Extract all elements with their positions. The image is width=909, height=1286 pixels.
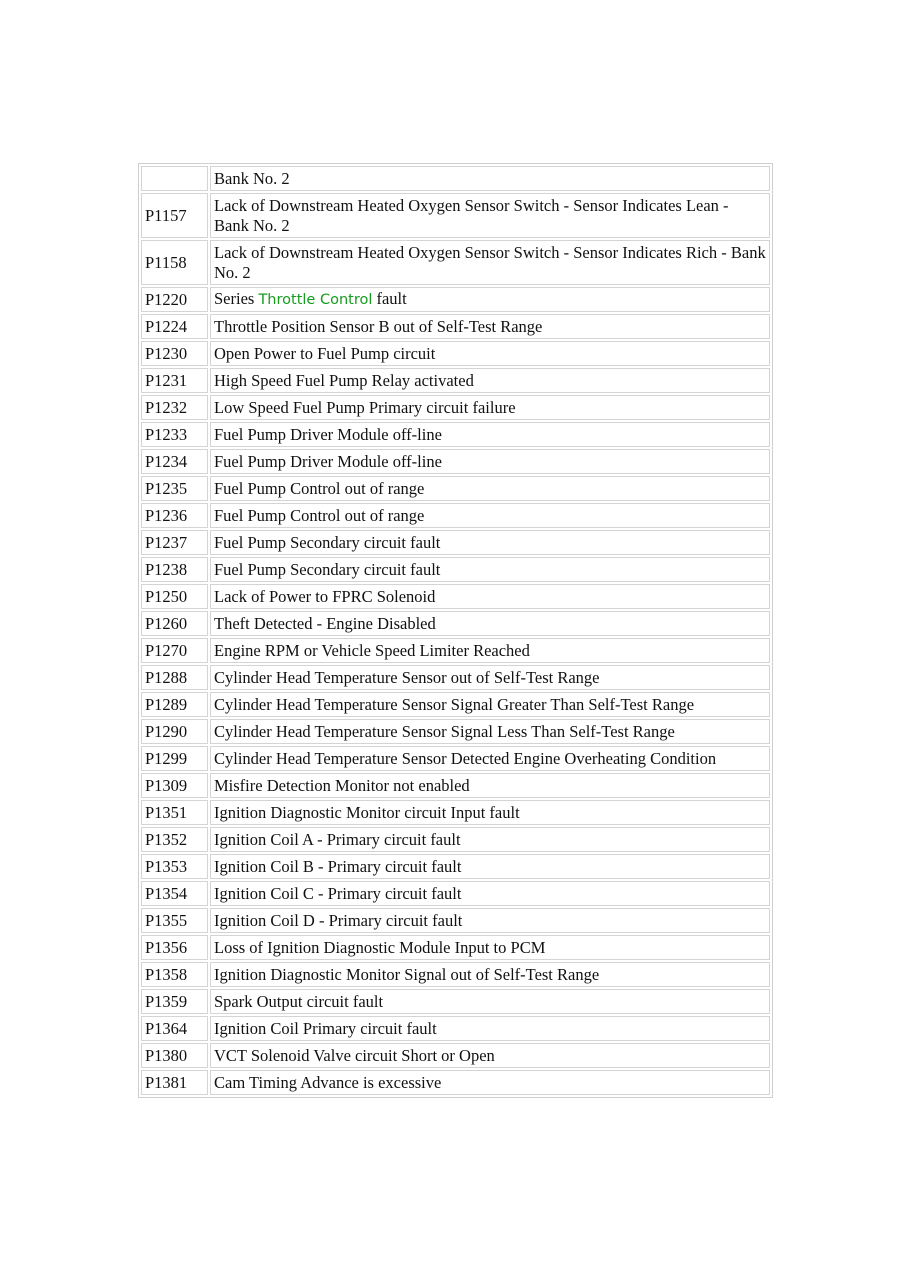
code-cell: P1233 <box>141 422 208 447</box>
code-cell: P1157 <box>141 193 208 238</box>
code-cell: P1260 <box>141 611 208 636</box>
description-cell: Fuel Pump Driver Module off-line <box>210 449 770 474</box>
description-cell <box>210 287 770 312</box>
description-cell: Loss of Ignition Diagnostic Module Input to PCM <box>210 935 770 960</box>
description-cell: Open Power to Fuel Pump circuit <box>210 341 770 366</box>
description-cell: Ignition Coil D - Primary circuit fault <box>210 908 770 933</box>
description-cell: Theft Detected - Engine Disabled <box>210 611 770 636</box>
code-cell: P1224 <box>141 314 208 339</box>
table-row <box>141 827 770 852</box>
table-row <box>141 989 770 1014</box>
description-cell: High Speed Fuel Pump Relay activated <box>210 368 770 393</box>
code-cell: P1358 <box>141 962 208 987</box>
code-cell: P1234 <box>141 449 208 474</box>
table-row <box>141 193 770 238</box>
table-row <box>141 611 770 636</box>
description-cell: Cam Timing Advance is excessive <box>210 1070 770 1095</box>
table-row <box>141 881 770 906</box>
code-cell: P1232 <box>141 395 208 420</box>
table-row <box>141 166 770 191</box>
description-cell: Fuel Pump Control out of range <box>210 503 770 528</box>
table-row <box>141 422 770 447</box>
code-cell: P1236 <box>141 503 208 528</box>
code-cell: P1354 <box>141 881 208 906</box>
code-cell: P1299 <box>141 746 208 771</box>
code-cell: P1250 <box>141 584 208 609</box>
table-row <box>141 314 770 339</box>
table-row <box>141 719 770 744</box>
description-cell: VCT Solenoid Valve circuit Short or Open <box>210 1043 770 1068</box>
table-row <box>141 449 770 474</box>
description-cell: Fuel Pump Control out of range <box>210 476 770 501</box>
description-cell: Bank No. 2 <box>210 166 770 191</box>
table-row <box>141 638 770 663</box>
code-cell: P1353 <box>141 854 208 879</box>
code-cell: P1355 <box>141 908 208 933</box>
table-row <box>141 1043 770 1068</box>
code-cell: P1289 <box>141 692 208 717</box>
description-cell: Misfire Detection Monitor not enabled <box>210 773 770 798</box>
code-cell: P1359 <box>141 989 208 1014</box>
code-cell: P1270 <box>141 638 208 663</box>
description-cell: Fuel Pump Secondary circuit fault <box>210 557 770 582</box>
code-cell: P1231 <box>141 368 208 393</box>
code-cell: P1220 <box>141 287 208 312</box>
code-cell: P1158 <box>141 240 208 285</box>
code-cell: P1364 <box>141 1016 208 1041</box>
description-cell: Cylinder Head Temperature Sensor Signal Greater Than Self-Test Range <box>210 692 770 717</box>
throttle-control-link[interactable]: Throttle Control <box>258 291 373 308</box>
code-cell: P1351 <box>141 800 208 825</box>
table-row <box>141 503 770 528</box>
code-cell: P1237 <box>141 530 208 555</box>
table-row <box>141 341 770 366</box>
code-cell: P1380 <box>141 1043 208 1068</box>
table-row <box>141 773 770 798</box>
table-row <box>141 962 770 987</box>
table-row <box>141 1016 770 1041</box>
table-row <box>141 368 770 393</box>
table-row <box>141 557 770 582</box>
table-row <box>141 665 770 690</box>
description-cell: Engine RPM or Vehicle Speed Limiter Reached <box>210 638 770 663</box>
table-row <box>141 692 770 717</box>
description-cell: Ignition Diagnostic Monitor Signal out of Self-Test Range <box>210 962 770 987</box>
table-row <box>141 476 770 501</box>
table-row <box>141 746 770 771</box>
table-row <box>141 800 770 825</box>
description-cell: Lack of Downstream Heated Oxygen Sensor Switch - Sensor Indicates Rich - Bank No. 2 <box>210 240 770 285</box>
table-row <box>141 1070 770 1095</box>
code-cell <box>141 166 208 191</box>
table-row <box>141 935 770 960</box>
description-cell: Lack of Downstream Heated Oxygen Sensor Switch - Sensor Indicates Lean - Bank No. 2 <box>210 193 770 238</box>
description-cell: Cylinder Head Temperature Sensor Detected Engine Overheating Condition <box>210 746 770 771</box>
code-cell: P1309 <box>141 773 208 798</box>
code-cell: P1290 <box>141 719 208 744</box>
table-row <box>141 908 770 933</box>
code-cell: P1288 <box>141 665 208 690</box>
description-cell: Spark Output circuit fault <box>210 989 770 1014</box>
description-suffix: fault <box>372 288 407 308</box>
code-cell: P1238 <box>141 557 208 582</box>
table-row <box>141 395 770 420</box>
description-cell: Low Speed Fuel Pump Primary circuit failure <box>210 395 770 420</box>
dtc-code-table <box>138 163 773 1098</box>
code-cell: P1356 <box>141 935 208 960</box>
table-row <box>141 854 770 879</box>
description-cell: Ignition Diagnostic Monitor circuit Input fault <box>210 800 770 825</box>
description-cell: Throttle Position Sensor B out of Self-Test Range <box>210 314 770 339</box>
table-row <box>141 287 770 312</box>
description-cell: Ignition Coil Primary circuit fault <box>210 1016 770 1041</box>
description-cell: Lack of Power to FPRC Solenoid <box>210 584 770 609</box>
description-cell: Fuel Pump Driver Module off-line <box>210 422 770 447</box>
code-cell: P1230 <box>141 341 208 366</box>
table-row <box>141 240 770 285</box>
code-cell: P1235 <box>141 476 208 501</box>
code-cell: P1352 <box>141 827 208 852</box>
description-cell: Ignition Coil B - Primary circuit fault <box>210 854 770 879</box>
description-cell: Fuel Pump Secondary circuit fault <box>210 530 770 555</box>
description-cell: Ignition Coil A - Primary circuit fault <box>210 827 770 852</box>
table-row <box>141 530 770 555</box>
description-cell: Cylinder Head Temperature Sensor Signal Less Than Self-Test Range <box>210 719 770 744</box>
code-cell: P1381 <box>141 1070 208 1095</box>
table-row <box>141 584 770 609</box>
description-cell: Ignition Coil C - Primary circuit fault <box>210 881 770 906</box>
description-cell: Cylinder Head Temperature Sensor out of Self-Test Range <box>210 665 770 690</box>
description-prefix: Series <box>214 288 259 308</box>
